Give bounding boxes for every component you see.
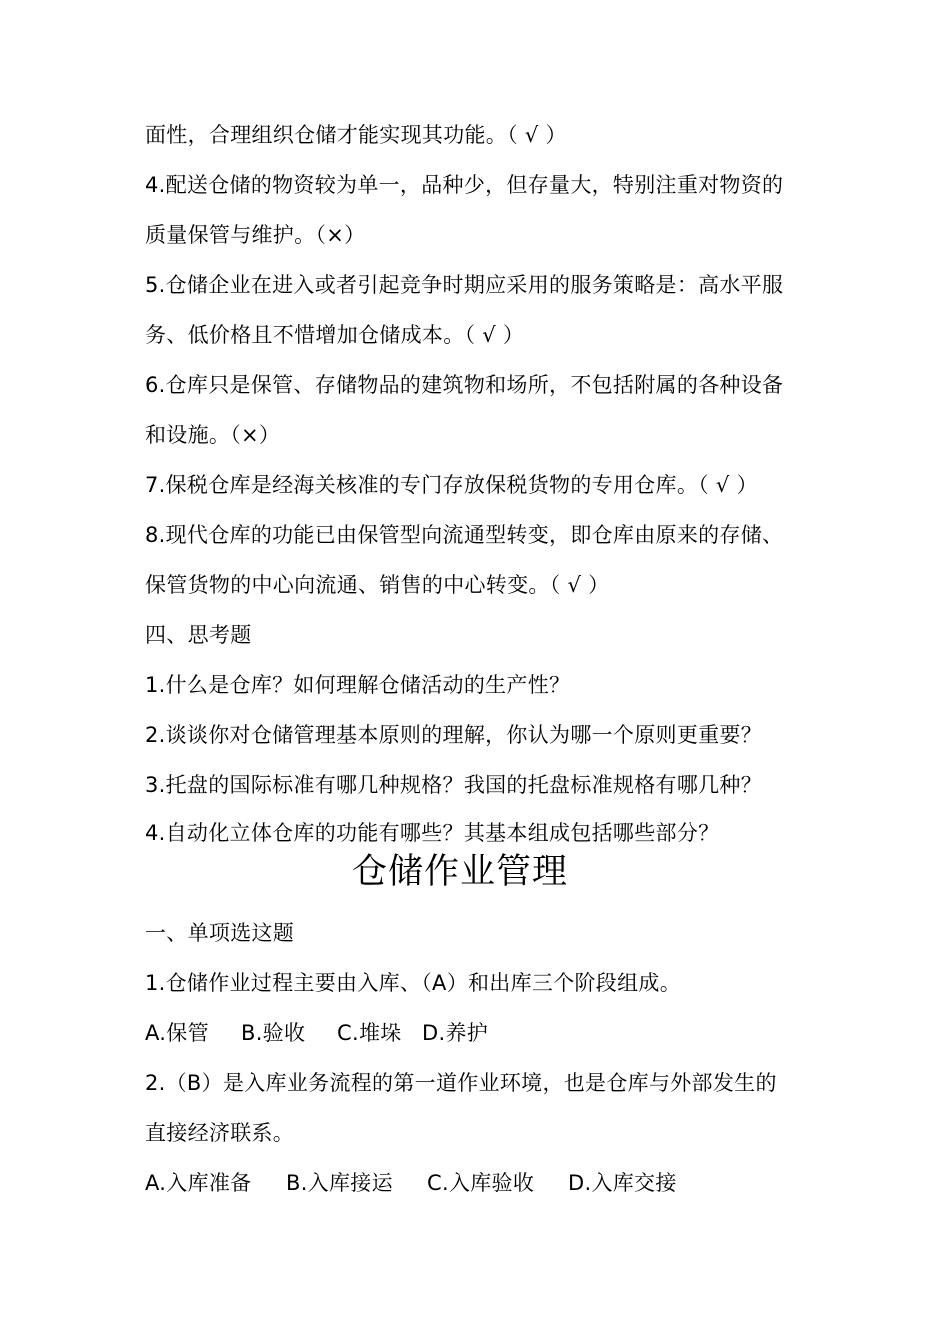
judgement-item-8-line2: 保管货物的中心向流通、销售的中心转变。（ √ ） <box>145 573 610 597</box>
option-c: C.入库验收 <box>427 1171 535 1195</box>
thinking-question-3: 3.托盘的国际标准有哪几种规格？我国的托盘标准规格有哪几种？ <box>145 773 763 797</box>
option-d: D.养护 <box>422 1021 489 1045</box>
thinking-section-heading: 四、思考题 <box>145 623 252 647</box>
judgement-item-6-line1: 6.仓库只是保管、存储物品的建筑物和场所，不包括附属的各种设备 <box>145 373 784 397</box>
judgement-item-5-line1: 5.仓储企业在进入或者引起竞争时期应采用的服务策略是：高水平服 <box>145 273 784 297</box>
choice-question-2-line2: 直接经济联系。 <box>145 1121 295 1145</box>
thinking-question-4: 4.自动化立体仓库的功能有哪些？其基本组成包括哪些部分？ <box>145 821 720 845</box>
choice-question-1: 1.仓储作业过程主要由入库、（A）和出库三个阶段组成。 <box>145 971 681 995</box>
section-heading: 一、单项选这题 <box>145 921 295 945</box>
judgement-item-4-line2: 质量保管与维护。（×） <box>145 223 366 247</box>
thinking-question-1: 1.什么是仓库？如何理解仓储活动的生产性？ <box>145 673 571 697</box>
judgement-item-6-line2: 和设施。（×） <box>145 423 281 447</box>
option-b: B.入库接运 <box>286 1171 393 1195</box>
option-d: D.入库交接 <box>568 1171 677 1195</box>
judgement-item-7-line1: 7.保税仓库是经海关核准的专门存放保税货物的专用仓库。（ √ ） <box>145 473 758 497</box>
choice-question-1-options <box>145 1018 825 1048</box>
option-a: A.保管 <box>145 1021 209 1045</box>
continuation-line: 面性，合理组织仓储才能实现其功能。（ √ ） <box>145 123 567 147</box>
judgement-item-5-line2: 务、低价格且不惜增加仓储成本。（ √ ） <box>145 323 525 347</box>
choice-question-2-line1: 2.（B）是入库业务流程的第一道作业环境，也是仓库与外部发生的 <box>145 1071 777 1095</box>
thinking-question-2: 2.谈谈你对仓储管理基本原则的理解，你认为哪一个原则更重要？ <box>145 723 763 747</box>
choice-question-2-options <box>145 1168 825 1198</box>
option-a: A.入库准备 <box>145 1171 252 1195</box>
judgement-item-4-line1: 4.配送仓储的物资较为单一，品种少，但存量大，特别注重对物资的 <box>145 173 784 197</box>
chapter-title: 仓储作业管理 <box>351 852 568 892</box>
judgement-item-8-line1: 8.现代仓库的功能已由保管型向流通型转变，即仓库由原来的存储、 <box>145 523 784 547</box>
option-c: C.堆垛 <box>337 1021 402 1045</box>
option-b: B.验收 <box>241 1021 306 1045</box>
